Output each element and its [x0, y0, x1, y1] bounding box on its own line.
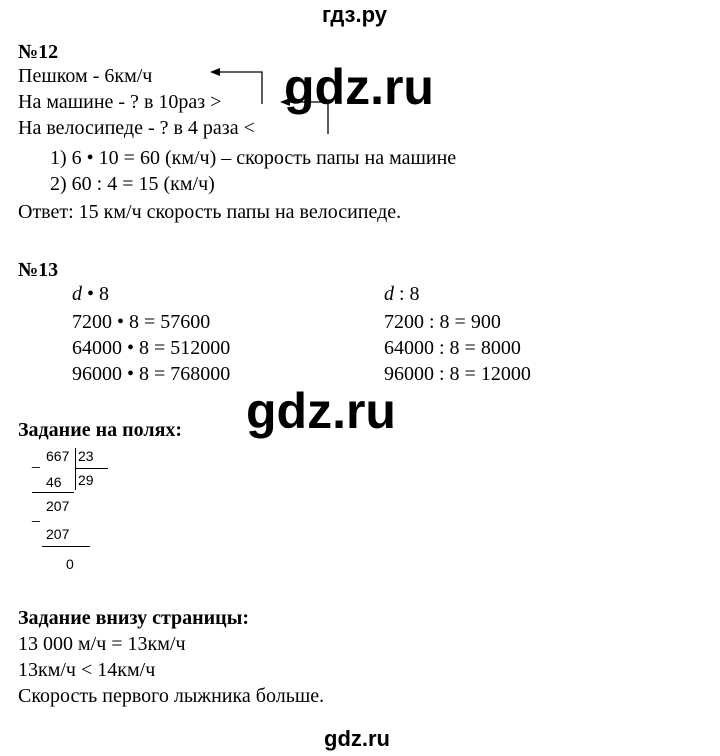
division-remainder-1: 207: [46, 498, 70, 514]
task12-step-2: 2) 60 : 4 = 15 (км/ч): [50, 173, 215, 195]
bottom-task-conclusion: Скорость первого лыжника больше.: [18, 685, 325, 707]
task12-line-bike: На велосипеде - ? в 4 раза <: [18, 117, 255, 139]
variable-d: d: [72, 283, 82, 305]
task13-left-row: 64000 • 8 = 512000: [72, 337, 231, 359]
task12-number: №12: [18, 41, 59, 63]
division-result: 0: [66, 556, 74, 572]
watermark: gdz.ru: [284, 59, 434, 115]
division-divisor: 23: [78, 448, 94, 464]
task12-step-1: 1) 6 • 10 = 60 (км/ч) – скорость папы на машине: [50, 147, 457, 169]
division-underline-1: [32, 492, 74, 493]
bottom-task-title: Задание внизу страницы:: [18, 607, 249, 629]
operation: • 8: [82, 283, 110, 305]
division-subtrahend-1: 46: [46, 474, 62, 490]
division-bar-horizontal: [76, 468, 108, 469]
variable-d: d: [384, 283, 394, 305]
division-quotient: 29: [78, 472, 94, 488]
task13-left-header: [72, 282, 109, 306]
watermark: gdz.ru: [246, 383, 396, 439]
task12-line-car: На машине - ? в 10раз >: [18, 91, 222, 113]
task13-right-row: 7200 : 8 = 900: [384, 311, 501, 333]
division-bar-vertical: [75, 448, 76, 490]
task13-right-header: [384, 282, 420, 306]
task12-answer: Ответ: 15 км/ч скорость папы на велосипеде.: [18, 201, 402, 223]
division-minus: _: [32, 452, 40, 468]
bottom-task-line: 13 000 м/ч = 13км/ч: [18, 633, 186, 655]
operation: : 8: [394, 283, 420, 305]
task13-number: №13: [18, 259, 59, 281]
task13-left-row: 96000 • 8 = 768000: [72, 363, 231, 385]
task13-right-row: 96000 : 8 = 12000: [384, 363, 531, 385]
division-dividend: 667: [46, 448, 70, 464]
task12-line-walk: Пешком - 6км/ч: [18, 65, 153, 87]
task13-left-row: 7200 • 8 = 57600: [72, 311, 211, 333]
header-site-title: гдз.ру: [322, 2, 387, 27]
task13-right-row: 64000 : 8 = 8000: [384, 337, 521, 359]
footer-site: gdz.ru: [324, 726, 390, 751]
bottom-task-line: 13км/ч < 14км/ч: [18, 659, 156, 681]
division-subtrahend-2: 207: [46, 526, 70, 542]
margin-task-title: Задание на полях:: [18, 419, 183, 441]
division-minus: _: [32, 506, 40, 522]
division-underline-2: [42, 546, 90, 547]
